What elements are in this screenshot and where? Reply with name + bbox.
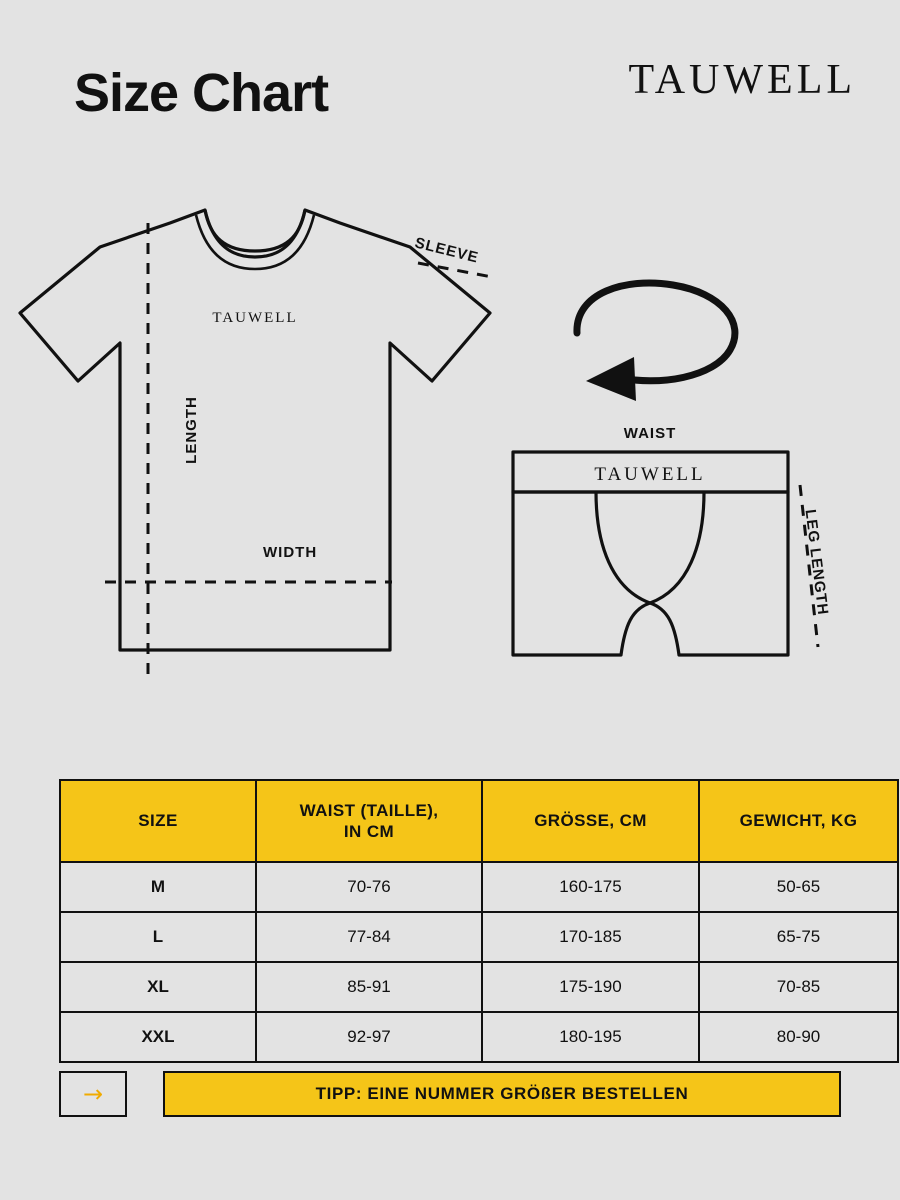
cell-waist: 70-76 xyxy=(256,862,482,912)
cell-size: M xyxy=(60,862,256,912)
cell-waist: 92-97 xyxy=(256,1012,482,1062)
tshirt-diagram xyxy=(20,210,490,650)
cell-height: 180-195 xyxy=(482,1012,699,1062)
column-header-size: SIZE xyxy=(60,780,256,862)
column-header-waist xyxy=(256,780,482,862)
table-row xyxy=(60,912,898,962)
cell-size: L xyxy=(60,912,256,962)
cell-weight: 50-65 xyxy=(699,862,898,912)
cell-height: 160-175 xyxy=(482,862,699,912)
cell-height: 175-190 xyxy=(482,962,699,1012)
page-header xyxy=(0,48,900,158)
page-title: Size Chart xyxy=(74,63,329,123)
sleeve-guide-line xyxy=(418,263,492,277)
column-header-waist-line2: IN CM xyxy=(343,822,395,841)
illustration-svg xyxy=(0,185,900,690)
cell-size: XXL xyxy=(60,1012,256,1062)
tip-banner: TIPP: EINE NUMMER GRÖßER BESTELLEN xyxy=(163,1071,841,1117)
column-header-waist-line1: WAIST (TAILLE), xyxy=(299,800,439,820)
cell-height: 170-185 xyxy=(482,912,699,962)
tip-row xyxy=(59,1071,841,1117)
table-row xyxy=(60,862,898,912)
tshirt-brandmark: TAUWELL xyxy=(212,310,298,326)
arrow-right-glyph: → xyxy=(82,1080,104,1108)
label-length: LENGTH xyxy=(183,396,200,464)
cell-weight: 70-85 xyxy=(699,962,898,1012)
arrow-right-icon xyxy=(59,1071,127,1117)
label-width: WIDTH xyxy=(263,544,318,561)
label-sleeve: SLEEVE xyxy=(413,234,481,267)
column-header-height: GRÖSSE, CM xyxy=(482,780,699,862)
table-header-row xyxy=(60,780,898,862)
cell-waist: 77-84 xyxy=(256,912,482,962)
waist-arrow-loop xyxy=(577,283,735,401)
cell-weight: 65-75 xyxy=(699,912,898,962)
cell-weight: 80-90 xyxy=(699,1012,898,1062)
table-body xyxy=(60,862,898,1062)
label-leg-length: LEG LENGTH xyxy=(801,508,832,617)
garment-illustrations xyxy=(0,185,900,690)
column-header-weight: GEWICHT, KG xyxy=(699,780,898,862)
label-waist: WAIST xyxy=(623,425,677,442)
cell-size: XL xyxy=(60,962,256,1012)
size-table xyxy=(59,779,899,1063)
cell-waist: 85-91 xyxy=(256,962,482,1012)
table-header xyxy=(60,780,898,862)
table-row xyxy=(60,962,898,1012)
boxer-brandmark: TAUWELL xyxy=(594,464,706,485)
table-row xyxy=(60,1012,898,1062)
brand-logo: TAUWELL xyxy=(628,57,856,103)
